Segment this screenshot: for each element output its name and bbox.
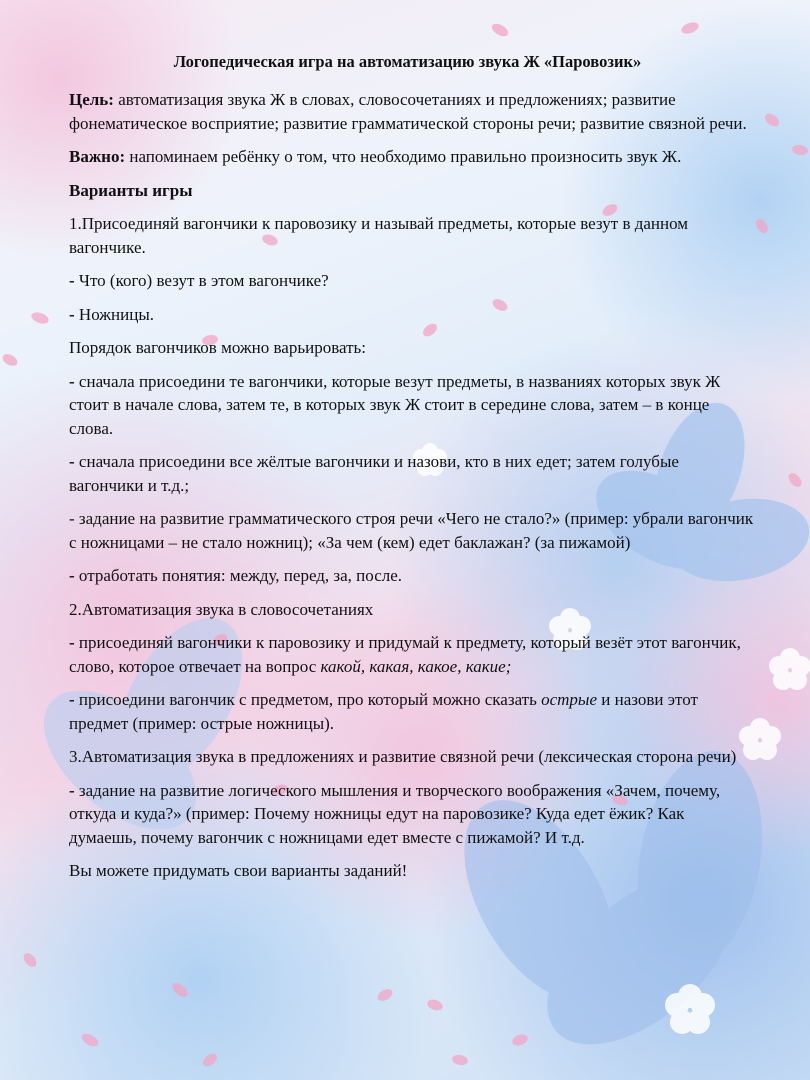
order-item-1 [69, 370, 754, 441]
goal-text: автоматизация звука Ж в словах, словосочетаниях и предложениях; развитие фонематическое восприятие; развитие грамматической стороны речи; развитие связной речи. [69, 90, 747, 133]
goal-label: Цель: [69, 90, 114, 109]
answer-line [69, 303, 754, 327]
logic-task [69, 779, 754, 850]
order-item-1-text: сначала присоедини те вагончики, которые везут предметы, в названиях которых звук Ж стоит в начале слова, затем те, в которых звук Ж стоит в середине слова, затем – в конце слова. [69, 371, 721, 438]
phrase-task-2-text-before: присоедини вагончик с предметом, про который можно сказать [74, 690, 542, 709]
concepts-task [69, 564, 754, 588]
variant-2-paragraph: 2.Автоматизация звука в словосочетаниях [69, 599, 374, 619]
logic-task-text: задание на развитие логического мышления и творческого воображения «Зачем, почему, откуда и куда?» (пример: Почему ножницы едут на паровозике? Куда едет ёжик? Как думаешь, почему вагончик с ножницами едет вместе с пижамой? И т.д. [69, 780, 721, 847]
grammar-task: - задание на развитие грамматического строя речи «Чего не стало?» (пример: убрали вагончик с ножницами – не стало ножниц); «За чем (кем) едет баклажан? (за пижамой) [69, 509, 754, 552]
dash: - [69, 452, 75, 471]
page-title: Логопедическая игра на автоматизацию звука Ж «Паровозик» [173, 52, 642, 71]
phrase-task-1-italic: какой, какая, какое, какие; [320, 656, 512, 676]
order-item-2-text: сначала присоедини все жёлтые вагончики и назови, кто в них едет; затем голубые вагончики и т.д.; [69, 452, 679, 495]
dash: - [69, 780, 75, 800]
question-line [69, 269, 754, 293]
phrase-task-1-text: присоединяй вагончики к паровозику и придумай к предмету, который везёт этот вагончик, слово, которое отвечает на вопрос [69, 633, 741, 676]
dash: - [69, 690, 75, 709]
important-paragraph [69, 145, 754, 169]
important-text: напоминаем ребёнку о том, что необходимо правильно произносить звук Ж. [125, 147, 682, 166]
dash: - [69, 271, 75, 290]
dash: - [69, 371, 75, 391]
variant-1-paragraph: 1.Присоединяй вагончики к паровозику и называй предметы, которые везут в данном вагончике. [69, 214, 689, 257]
phrase-task-2-italic: острые [541, 690, 597, 709]
variants-heading: Варианты игры [69, 180, 193, 200]
concepts-text: отработать понятия: между, перед, за, после. [74, 566, 403, 585]
important-label: Важно: [69, 147, 126, 166]
variant-3-paragraph: 3.Автоматизация звука в предложениях и развитие связной речи (лексическая сторона речи) [69, 747, 737, 766]
dash: - [69, 566, 75, 585]
order-intro: Порядок вагончиков можно варьировать: [69, 338, 367, 357]
closing-line: Вы можете придумать свои варианты заданий! [69, 861, 408, 880]
dash: - [69, 304, 75, 324]
question-text: Что (кого) везут в этом вагончике? [74, 271, 329, 290]
order-item-2 [69, 450, 754, 497]
goal-paragraph [69, 88, 754, 135]
dash: - [69, 633, 75, 652]
phrase-task-2 [69, 688, 754, 735]
answer-text: Ножницы. [74, 304, 154, 324]
phrase-task-1 [69, 631, 754, 678]
phrase-task-2-text-after: и назови этот предмет (пример: острые ножницы). [69, 690, 698, 733]
